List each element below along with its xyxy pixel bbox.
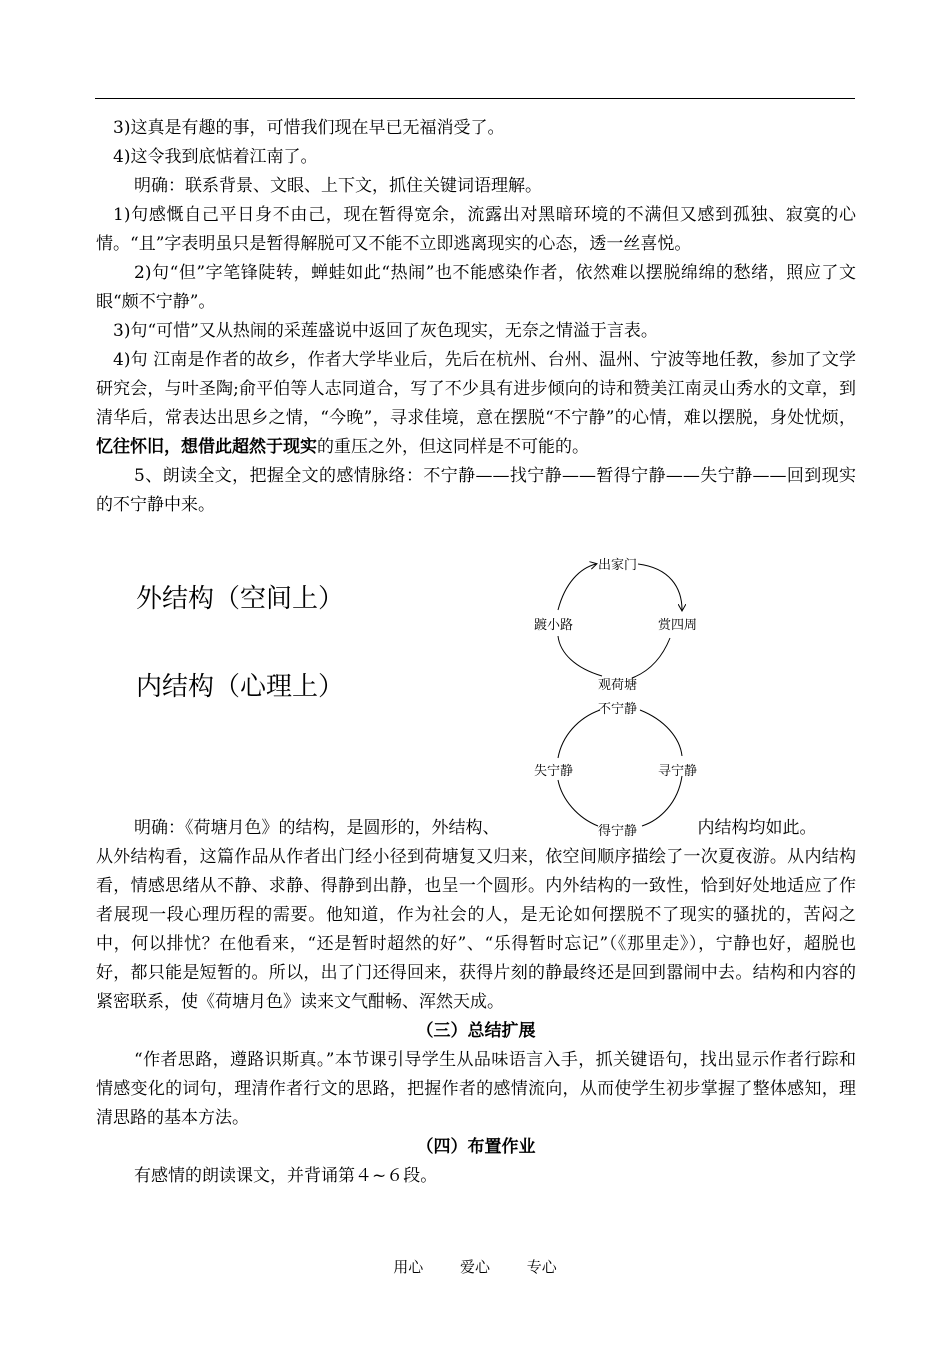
explain-4-tail: 的重压之外，但这同样是不可能的。 bbox=[317, 437, 589, 457]
explain-1: 1)句感慨自己平日身不由己，现在暂得宽余，流露出对黑暗环境的不满但又感到孤独、寂寞的心情。“且”字表明虽只是暂得解脱可又不能不立即逃离现实的心态，透一丝喜悦。 bbox=[96, 205, 856, 254]
clarify-structure-suffix: 内结构均如此。 bbox=[697, 818, 817, 838]
footer-word-1: 用心 bbox=[393, 1258, 424, 1276]
arrow-top-right bbox=[638, 564, 682, 610]
explain-4 bbox=[96, 346, 856, 462]
main-text bbox=[96, 114, 856, 520]
clarify-line: 明确：联系背景、文眼、上下文，抓住关键词语理解。 bbox=[134, 176, 542, 196]
emotion-line: 5、朗读全文，把握全文的感情脉络：不宁静——找宁静——暂得宁静——失宁静——回到现实的不宁静中来。 bbox=[96, 466, 856, 515]
line-3: 3)这真是有趣的事，可惜我们现在早已无福消受了。 bbox=[113, 118, 505, 138]
footer-word-2: 爱心 bbox=[459, 1258, 490, 1276]
section-3-heading: （三）总结扩展 bbox=[416, 1021, 536, 1041]
explain-4-text: 4)句 江南是作者的故乡，作者大学毕业后，先后在杭州、台州、温州、宁波等地任教，参加了文学研究会，与叶圣陶;俞平伯等人志同道合，写了不少具有进步倾向的诗和赞美江南灵山秀水的文章，到清华后，常表达出思乡之情，“今晚”，寻求佳境，意在摆脱“不宁静”的心情，难以摆脱，身处忧烦， bbox=[96, 350, 856, 428]
section-4-heading: （四）布置作业 bbox=[416, 1137, 536, 1157]
explain-4-bold: 忆往怀旧，想借此超然于现实 bbox=[96, 437, 317, 457]
arrow-bottom-left bbox=[558, 636, 602, 676]
analysis-section bbox=[96, 814, 856, 1191]
clarify-structure-prefix: 明确：《荷塘月色》的结构，是圆形的，外结构、 bbox=[134, 818, 500, 838]
node-not-calm: 不宁静 bbox=[598, 702, 638, 717]
explain-3: 3)句“可惜”又从热闹的采莲盛说中返回了灰色现实，无奈之情溢于言表。 bbox=[113, 321, 658, 341]
arrow-top-left bbox=[558, 564, 596, 610]
clarify-structure bbox=[96, 814, 856, 843]
structure-analysis: 从外结构看，这篇作品从作者出门经小径到荷塘复又归来，依空间顺序描绘了一次夏夜游。从内结构看，情感思绪从不静、求静、得静到出静，也呈一个圆形。内外结构的一致性，恰到好处地适应了作者展现一段心理历程的需要。他知道，作为社会的人，是无论如何摆脱不了现实的骚扰的，苦闷之中，何以排忧？在他看来，“还是暂时超然的好”、“乐得暂时忘记”（《那里走》），宁静也好，超脱也好，都只能是短暂的。所以，出了门还得回来，获得片刻的静最终还是回到嚣闹中去。结构和内容的紧密联系，使《荷塘月色》读来文气酣畅、浑然天成。 bbox=[96, 847, 856, 1012]
arrow-bottom-right bbox=[632, 638, 670, 678]
header-rule bbox=[95, 98, 855, 99]
node-seek-calm: 寻宁静 bbox=[658, 764, 698, 779]
explain-2: 2)句“但”字笔锋陡转，蝉蛙如此“热闹”也不能感染作者，依然难以摆脱绵绵的愁绪，照应了文眼“颇不宁静”。 bbox=[96, 263, 856, 312]
node-lose-calm: 失宁静 bbox=[534, 764, 574, 779]
footer-word-3: 专心 bbox=[526, 1258, 557, 1276]
outer-structure-label: 外结构（空间上） bbox=[136, 584, 345, 614]
node-walk-path: 踱小路 bbox=[534, 618, 574, 633]
node-view-pond: 观荷塘 bbox=[598, 678, 638, 693]
line-4: 4)这令我到底惦着江南了。 bbox=[113, 147, 318, 167]
inner-arc-right-top bbox=[640, 710, 682, 756]
section-4-text: 有感情的朗读课文，并背诵第４~６段。 bbox=[134, 1166, 438, 1186]
page-footer bbox=[0, 1256, 950, 1277]
inner-structure-label: 内结构（心理上） bbox=[136, 672, 345, 702]
node-enjoy-around: 赏四周 bbox=[658, 618, 698, 633]
section-3-text: “作者思路，遵路识斯真。”本节课引导学生从品味语言入手，抓关键语句，找出显示作者行踪和情感变化的词句，理清作者行文的思路，把握作者的感情流向，从而使学生初步掌握了整体感知，理清思路的基本方法。 bbox=[96, 1050, 856, 1128]
node-get-calm: 得宁静 bbox=[598, 824, 638, 839]
node-out-door: 出家门 bbox=[598, 558, 638, 573]
structure-diagram bbox=[520, 548, 720, 848]
inner-arc-left-top bbox=[558, 710, 600, 758]
